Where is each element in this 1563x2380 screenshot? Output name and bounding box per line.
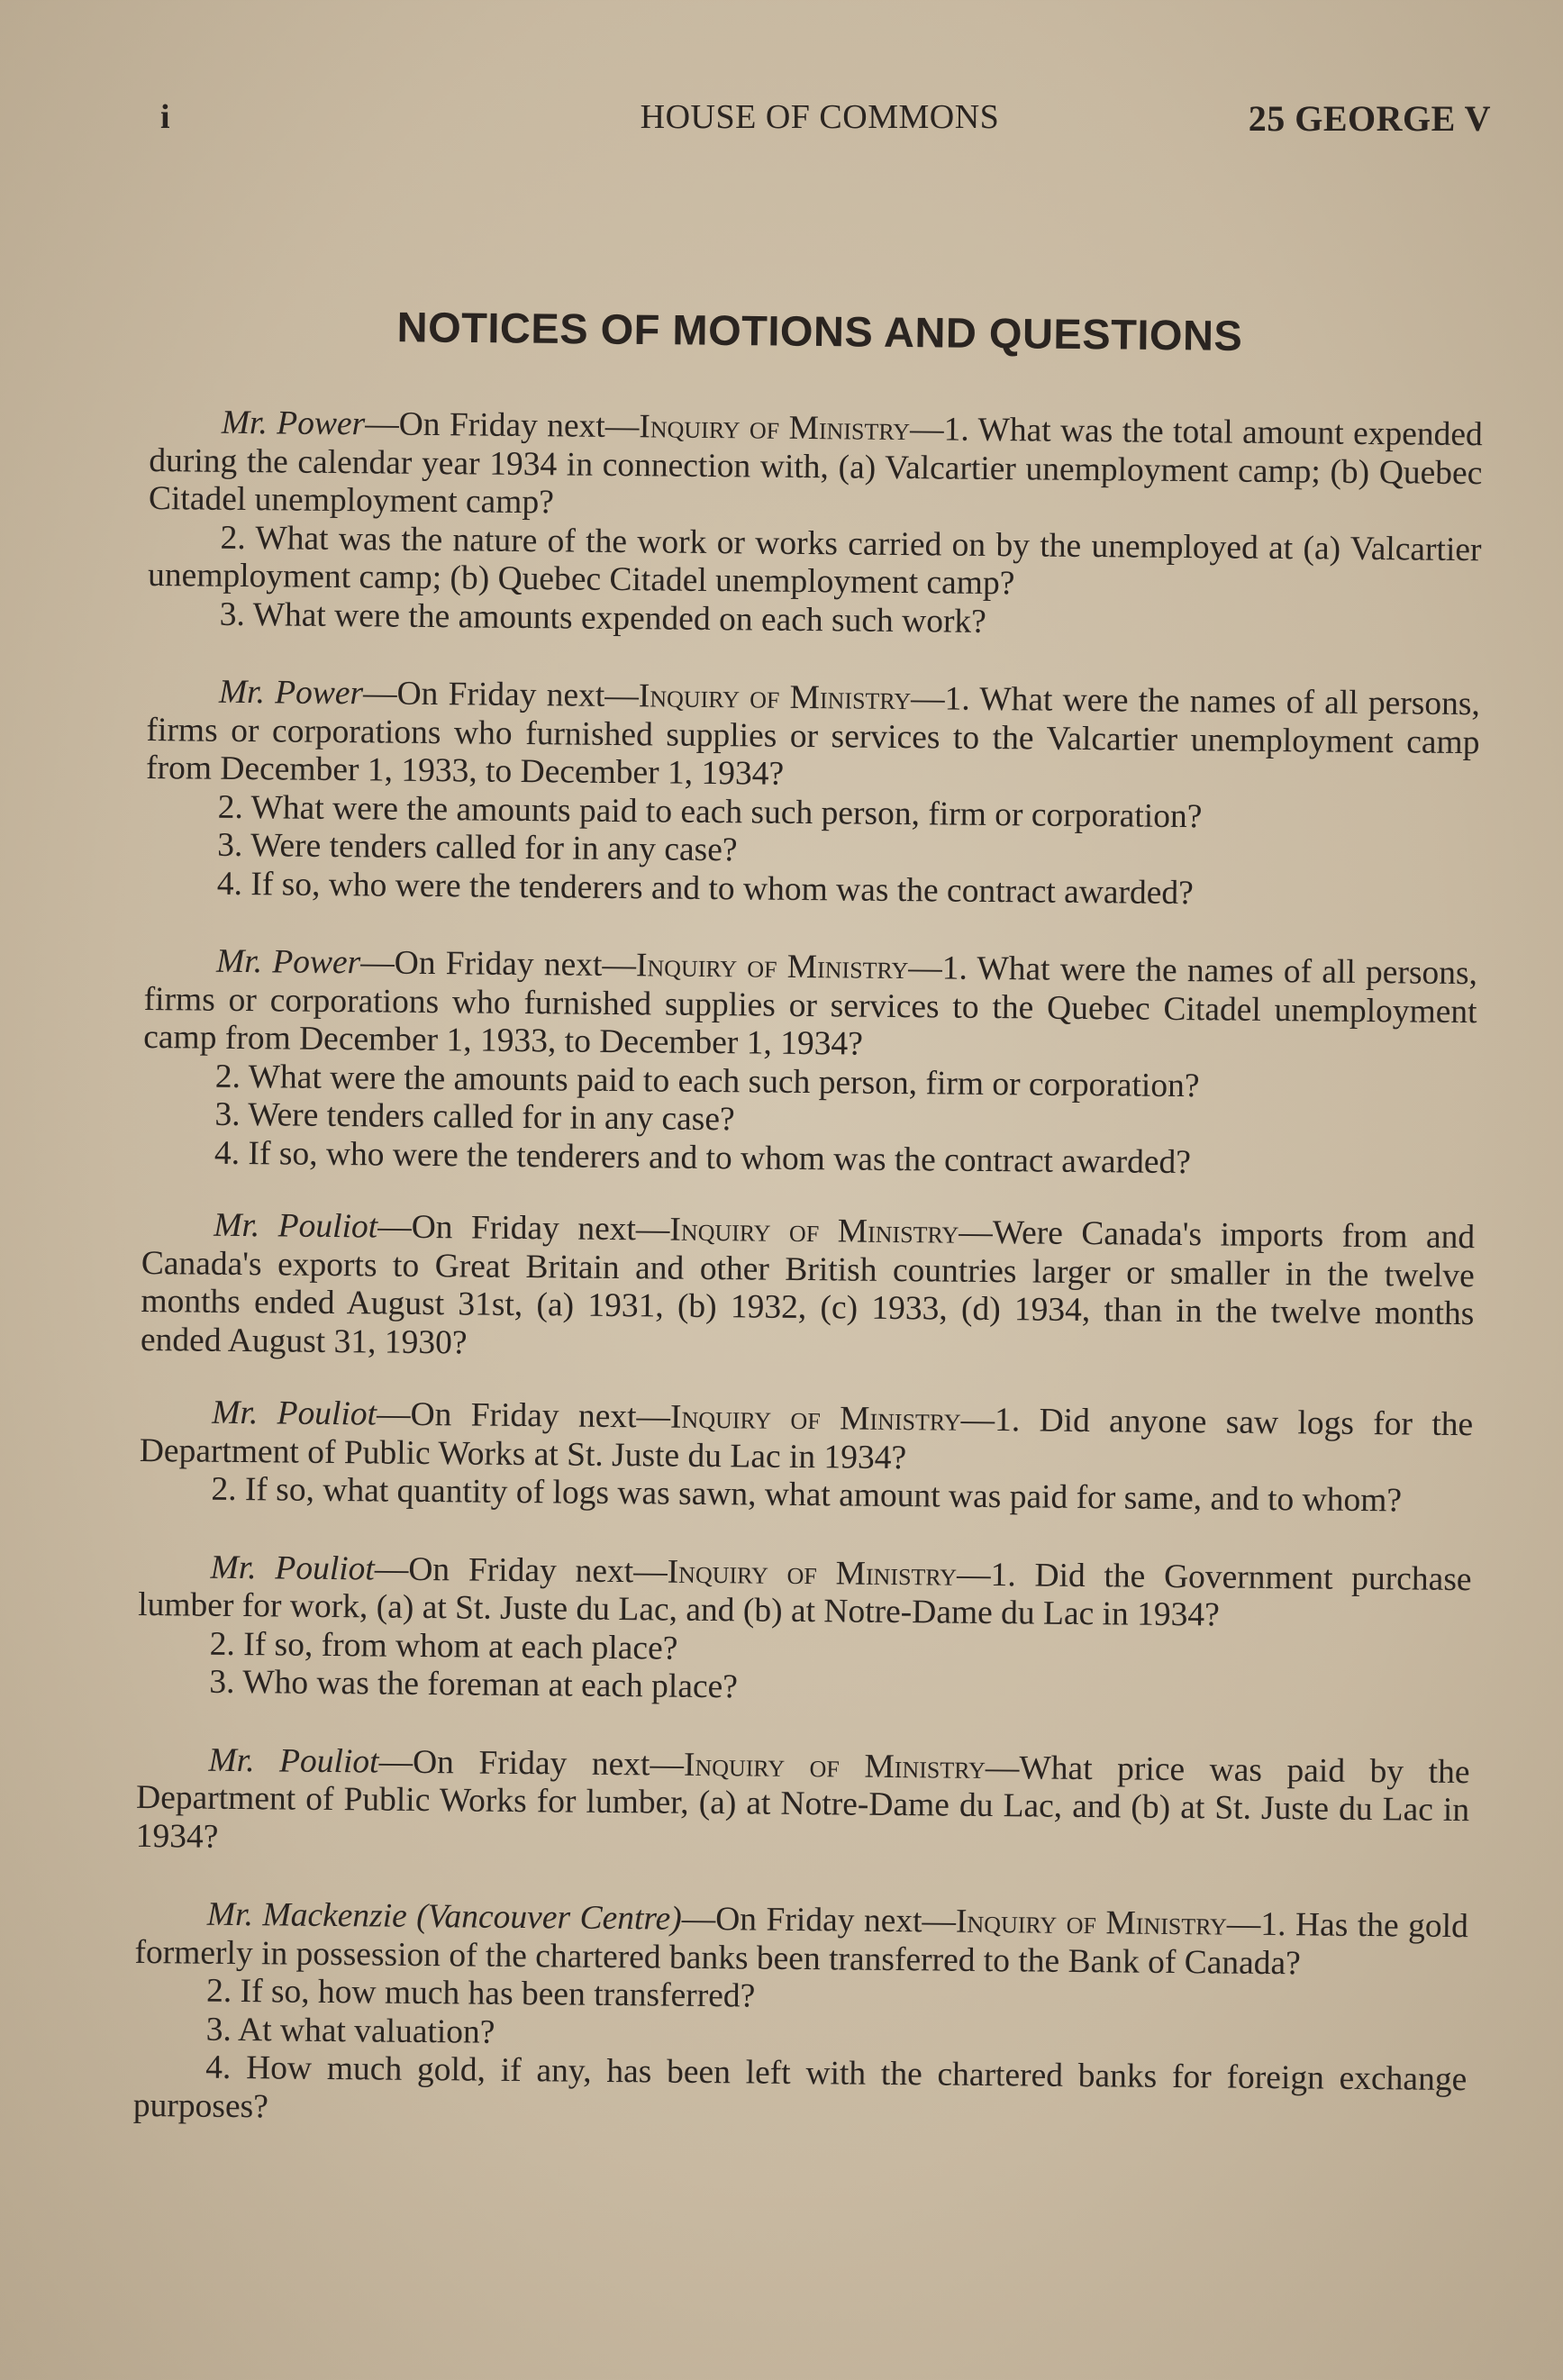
question-text: 2. If so, how much has been transferred?	[205, 1972, 756, 2015]
question-text: 2. What were the amounts paid to each such person, firm or corporation?	[217, 788, 1203, 835]
inquiry-label: Inquiry of Ministry	[635, 947, 909, 987]
notice-lead: —On Friday next—	[377, 1208, 670, 1249]
question-text: 4. If so, who were the tenderers and to whom was the contract awarded?	[216, 865, 1195, 912]
question-text: —1. Has the gold formerly in possession of the chartered banks been transferred to the Bank of Canada?	[134, 1905, 1469, 1982]
question-text: —What price was paid by the Department of Public Works for lumber, (a) at Notre-Dame du Lac, and (b) at St. Juste du Lac in 1934?	[135, 1749, 1470, 1856]
member-name: Mr. Pouliot	[212, 1394, 377, 1433]
inquiry-label: Inquiry of Ministry	[669, 1398, 961, 1439]
notices-body	[133, 404, 1483, 2138]
member-name: Mr. Pouliot	[208, 1741, 379, 1781]
question-text: 3. At what valuation?	[205, 2011, 495, 2051]
notice-lead: —On Friday next—	[364, 405, 640, 446]
question-text: —1. What was the total amount expended during the calendar year 1934 in connection with, (a) Valcartier unemployment camp; (b) Quebec Citadel unemployment camp?	[148, 411, 1483, 522]
notice-first-paragraph	[143, 942, 1477, 1070]
member-name: Mr. Pouliot	[210, 1549, 376, 1587]
notice	[142, 942, 1477, 1185]
question-text: 3. What were the amounts expended on each such work?	[219, 595, 987, 640]
notice-lead: —On Friday next—	[362, 675, 640, 715]
notice-first-paragraph	[149, 404, 1483, 531]
question-text: 3. Were tenders called for in any case?	[217, 826, 738, 869]
question-text: 4. If so, who were the tenderers and to whom was the contract awarded?	[214, 1134, 1192, 1181]
question-text: —1. What were the names of all persons, firms or corporations who furnished supplies or services to the Valcartier unemployment camp from December 1, 1933, to December 1, 1934?	[145, 680, 1481, 793]
notice-first-paragraph	[138, 1548, 1472, 1637]
notice	[141, 1206, 1476, 1372]
running-head-session: 25 GEORGE V	[1248, 98, 1491, 139]
notice	[137, 1548, 1472, 1713]
notice-first-paragraph	[141, 1206, 1476, 1372]
question-text: —1. Did anyone saw logs for the Department of Public Works at St. Juste du Lac in 1934?	[139, 1401, 1474, 1476]
notice	[148, 404, 1483, 646]
notice-lead: —On Friday next—	[360, 944, 637, 985]
notice	[139, 1394, 1473, 1522]
inquiry-label: Inquiry of Ministry	[669, 1211, 959, 1251]
question-text: —Were Canada's imports from and Canada's exports to Great Britain and other British countries larger or smaller in the twelve months ended August 31st, (a) 1931, (b) 1932, (c) 1933, (d) 1934, than in the twelve months ended August 31, 1930?	[140, 1213, 1476, 1361]
notice-first-paragraph	[140, 1394, 1474, 1483]
member-name: Mr. Power	[221, 404, 366, 443]
question-text: 2. If so, what quantity of logs was sawn, what amount was paid for same, and to whom?	[211, 1470, 1403, 1520]
running-head	[0, 97, 1563, 151]
notice-first-paragraph	[146, 673, 1480, 801]
notice	[145, 673, 1480, 915]
question-text: 3. Were tenders called for in any case?	[214, 1095, 735, 1139]
notice-first-paragraph	[134, 1895, 1468, 1985]
page-folio: i	[160, 98, 171, 136]
inquiry-label: Inquiry of Ministry	[639, 408, 911, 449]
inquiry-label: Inquiry of Ministry	[683, 1746, 986, 1786]
inquiry-label: Inquiry of Ministry	[638, 677, 912, 718]
member-name: Mr. Power	[215, 942, 361, 982]
notice-lead: —On Friday next—	[374, 1549, 668, 1591]
member-name: Mr. Mackenzie (Vancouver Centre)	[206, 1895, 682, 1938]
inquiry-label: Inquiry of Ministry	[667, 1553, 958, 1594]
running-head-title: HOUSE OF COMMONS	[640, 98, 1000, 136]
page-title: NOTICES OF MOTIONS AND QUESTIONS	[396, 303, 1243, 359]
question-text: 2. If so, from whom at each place?	[209, 1625, 678, 1667]
notice-lead: —On Friday next—	[378, 1743, 685, 1784]
question-text: —1. What were the names of all persons, firms or corporations who furnished supplies or services to the Quebec Citadel unemployment camp from December 1, 1933, to December 1, 1934?	[143, 949, 1478, 1063]
member-name: Mr. Pouliot	[214, 1206, 378, 1246]
question-text: 2. What were the amounts paid to each such person, firm or corporation?	[214, 1058, 1200, 1104]
notice	[133, 1895, 1468, 2138]
notice-first-paragraph	[136, 1740, 1470, 1868]
notice-lead: —On Friday next—	[681, 1900, 957, 1940]
notice	[136, 1740, 1470, 1868]
question-text: —1. Did the Government purchase lumber for work, (a) at St. Juste du Lac, and (b) at Notre-Dame du Lac in 1934?	[138, 1556, 1472, 1634]
question-text: 2. What was the nature of the work or works carried on by the unemployed at (a) Valcartier unemployment camp; (b) Quebec Citadel unemployment camp?	[147, 519, 1482, 603]
question-text: 3. Who was the foreman at each place?	[209, 1663, 739, 1706]
inquiry-label: Inquiry of Ministry	[955, 1903, 1228, 1943]
question-text: 4. How much gold, if any, has been left with the chartered banks for foreign exchange purposes?	[132, 2048, 1468, 2125]
notice-lead: —On Friday next—	[376, 1395, 671, 1436]
member-name: Mr. Power	[218, 673, 364, 713]
